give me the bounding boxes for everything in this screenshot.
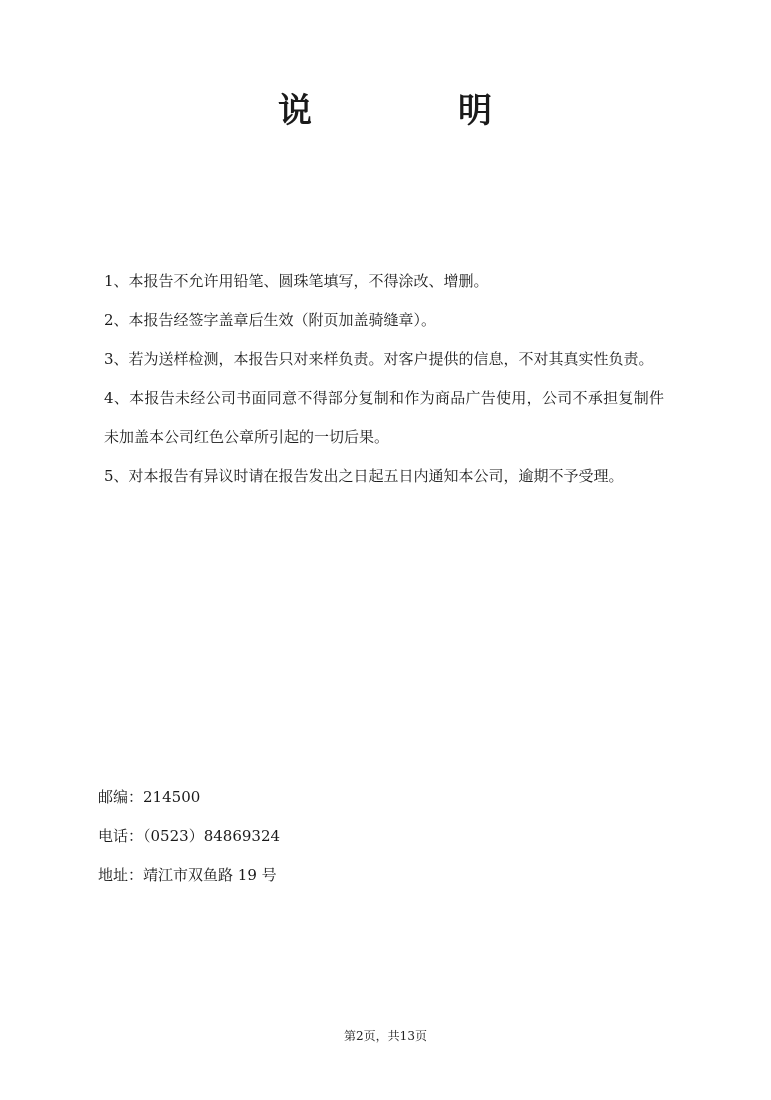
postcode-line <box>98 778 498 817</box>
note-item-5: 5、对本报告有异议时请在报告发出之日起五日内通知本公司，逾期不予受理。 <box>104 467 624 485</box>
page-title <box>0 86 771 136</box>
phone-value: （0523）84869324 <box>143 827 281 845</box>
note-item-2: 2、本报告经签字盖章后生效（附页加盖骑缝章）。 <box>104 311 437 329</box>
postcode-label: 邮编： <box>98 788 144 806</box>
note-item-4: 4、本报告未经公司书面同意不得部分复制和作为商品广告使用，公司不承担复制件未加盖本公司红色公章所引起的一切后果。 <box>104 389 664 446</box>
postcode-value: 214500 <box>143 788 201 806</box>
phone-label: 电话： <box>98 827 144 845</box>
page-number-footer: 第2页，共13页 <box>344 1029 427 1043</box>
note-item-3: 3、若为送样检测，本报告只对来样负责。对客户提供的信息，不对其真实性负责。 <box>104 350 654 368</box>
address-label: 地址： <box>98 866 144 884</box>
title-char-1: 说 <box>278 91 312 131</box>
title-char-2: 明 <box>458 91 492 131</box>
notes-list <box>104 262 664 496</box>
address-value: 靖江市双鱼路 19 号 <box>143 866 277 884</box>
address-line <box>98 856 498 895</box>
note-item-1: 1、本报告不允许用铅笔、圆珠笔填写，不得涂改、增删。 <box>104 272 489 290</box>
phone-line <box>98 817 498 856</box>
contact-info <box>98 778 498 895</box>
